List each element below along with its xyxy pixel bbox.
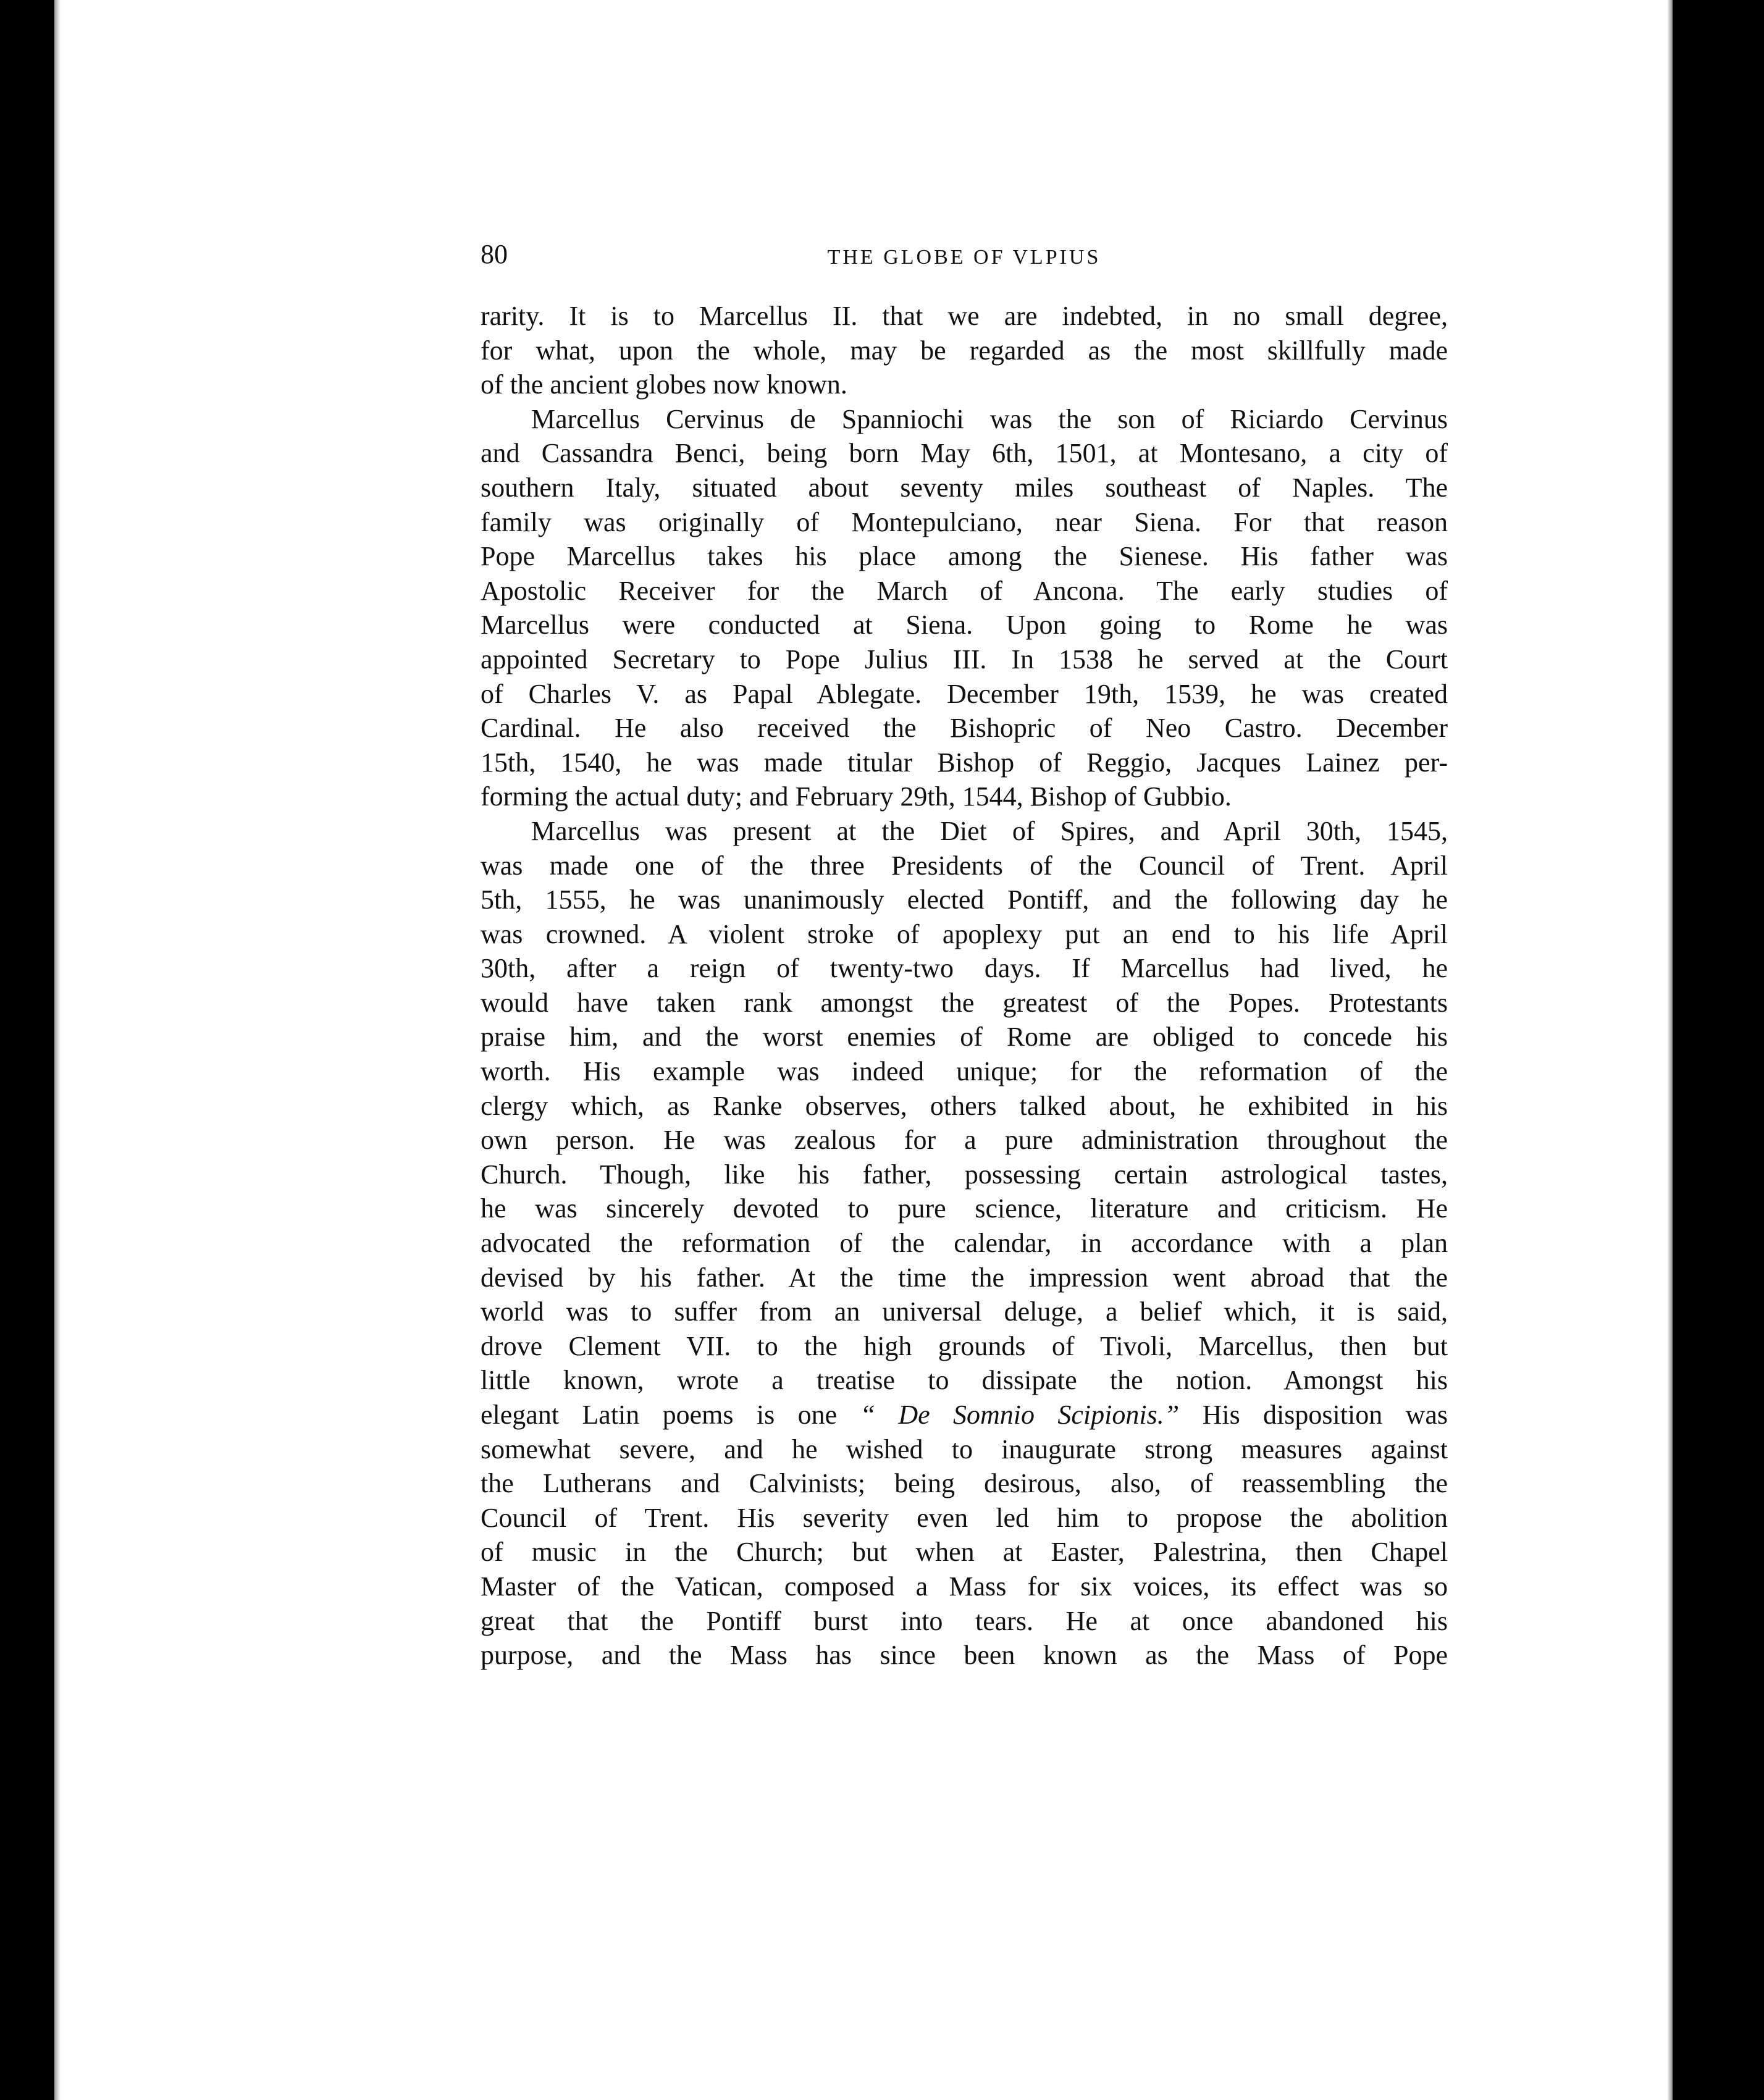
page-number: 80 xyxy=(481,239,508,269)
text-line: Master of the Vatican, composed a Mass for six voices, its effect was so xyxy=(481,1571,1448,1602)
page-header xyxy=(481,233,1448,277)
page-gutter-shadow xyxy=(54,0,61,2100)
text-line: he was sincerely devoted to pure science, literature and criticism. He xyxy=(481,1193,1448,1224)
text-line: forming the actual duty; and February 29th, 1544, Bishop of Gubbio. xyxy=(481,781,1232,812)
text-line: was crowned. A violent stroke of apoplexy put an end to his life April xyxy=(481,918,1448,949)
text-line: was made one of the three Presidents of the Council of Trent. April xyxy=(481,850,1448,881)
running-head: THE GLOBE OF VLPIUS xyxy=(827,246,1101,269)
text-line: Cardinal. He also received the Bishopric of Neo Castro. December xyxy=(481,713,1448,744)
text-line: drove Clement VII. to the high grounds of Tivoli, Marcellus, then but xyxy=(481,1330,1448,1361)
scan-border-right xyxy=(1673,0,1764,2100)
text-line: of music in the Church; but when at Easter, Palestrina, then Chapel xyxy=(481,1537,1448,1568)
text-line: family was originally of Montepulciano, near Siena. For that reason xyxy=(481,506,1448,537)
text-line: Marcellus Cervinus de Spanniochi was the son of Riciardo Cervinus xyxy=(531,403,1448,434)
text-line: Pope Marcellus takes his place among the Sienese. His father was xyxy=(481,541,1448,572)
text-line: worth. His example was indeed unique; for the reformation of the xyxy=(481,1056,1448,1087)
scan-border-left xyxy=(0,0,54,2100)
text-line: somewhat severe, and he wished to inaugurate strong measures against xyxy=(481,1434,1448,1464)
text-line: southern Italy, situated about seventy miles southeast of Naples. The xyxy=(481,472,1448,503)
text-line: Marcellus were conducted at Siena. Upon going to Rome he was xyxy=(481,610,1448,640)
text-line: little known, wrote a treatise to dissipate the notion. Amongst his xyxy=(481,1365,1448,1396)
text-line: of the ancient globes now known. xyxy=(481,369,847,400)
text-line: praise him, and the worst enemies of Rome are obliged to concede his xyxy=(481,1022,1448,1052)
text-line: Council of Trent. His severity even led him to propose the abolition xyxy=(481,1502,1448,1533)
text-line: world was to suffer from an universal deluge, a belief which, it is said, xyxy=(481,1296,1448,1327)
text-line: 5th, 1555, he was unanimously elected Pontiff, and the following day he xyxy=(481,884,1448,915)
text-line: and Cassandra Benci, being born May 6th, 1501, at Montesano, a city of xyxy=(481,438,1448,469)
text-line: Apostolic Receiver for the March of Ancona. The early studies of xyxy=(481,575,1448,606)
text-line: great that the Pontiff burst into tears. He at once abandoned his xyxy=(481,1605,1448,1636)
text-line: purpose, and the Mass has since been known as the Mass of Pope xyxy=(481,1640,1448,1671)
text-line: the Lutherans and Calvinists; being desirous, also, of reassembling the xyxy=(481,1468,1448,1499)
text-line: advocated the reformation of the calendar, in accordance with a plan xyxy=(481,1228,1448,1259)
text-line: of Charles V. as Papal Ablegate. December 19th, 1539, he was created xyxy=(481,678,1448,709)
text-line: would have taken rank amongst the greatest of the Popes. Protestants xyxy=(481,987,1448,1018)
text-line: 15th, 1540, he was made titular Bishop of Reggio, Jacques Lainez per- xyxy=(481,747,1448,778)
text-line-with-title xyxy=(481,1398,1448,1432)
body-text xyxy=(481,299,1448,1673)
text-line: devised by his father. At the time the impression went abroad that the xyxy=(481,1262,1448,1293)
text-line: own person. He was zealous for a pure administration throughout the xyxy=(481,1125,1448,1156)
text-line: clergy which, as Ranke observes, others talked about, he exhibited in his xyxy=(481,1090,1448,1121)
text-line: rarity. It is to Marcellus II. that we are indebted, in no small degree, xyxy=(481,301,1448,331)
text-line: 30th, after a reign of twenty-two days. If Marcellus had lived, he xyxy=(481,953,1448,984)
text-line: appointed Secretary to Pope Julius III. In 1538 he served at the Court xyxy=(481,644,1448,674)
text-line: for what, upon the whole, may be regarded as the most skillfully made xyxy=(481,335,1448,366)
italic-title: “ De Somnio Scipionis.” xyxy=(860,1400,1180,1430)
text-line: Church. Though, like his father, possessing certain astrological tastes, xyxy=(481,1159,1448,1190)
text-segment: elegant Latin poems is one xyxy=(481,1400,838,1430)
text-segment: His disposition was xyxy=(1202,1400,1448,1430)
text-line: Marcellus was present at the Diet of Spires, and April 30th, 1545, xyxy=(531,815,1448,846)
